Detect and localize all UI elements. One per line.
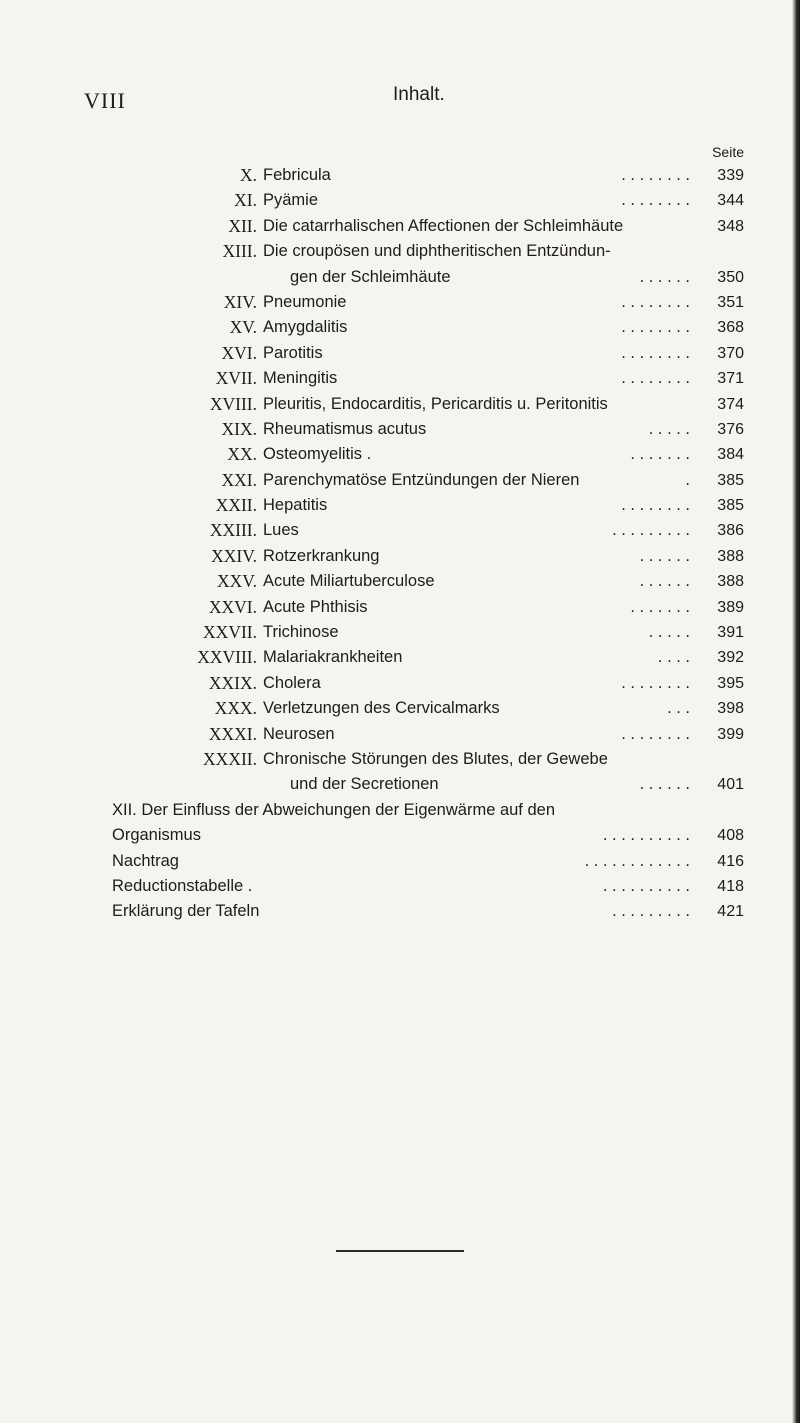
page-ref: 392 bbox=[717, 649, 744, 667]
chapter-number: XXII. bbox=[215, 495, 257, 516]
page-ref: 368 bbox=[717, 319, 744, 337]
page-ref: 408 bbox=[717, 827, 744, 845]
page-ref: 350 bbox=[717, 268, 744, 286]
dot-leader: . . . . . . . . . bbox=[612, 902, 690, 921]
toc-entry bbox=[0, 265, 800, 290]
dot-leader: . . . . . . . . bbox=[621, 191, 690, 210]
entry-title: Meningitis bbox=[263, 369, 338, 388]
toc-entry bbox=[0, 569, 800, 594]
entry-title: Pleuritis, Endocarditis, Pericarditis u. Peritonitis bbox=[263, 394, 608, 413]
toc-entry bbox=[0, 239, 800, 264]
toc-entry bbox=[0, 899, 800, 924]
dot-leader: . . . . . . bbox=[639, 572, 690, 591]
entry-title: Lues bbox=[263, 521, 299, 540]
entry-title: Parenchymatöse Entzündungen der Nieren bbox=[263, 470, 580, 489]
page-ref: 371 bbox=[717, 370, 744, 388]
running-head bbox=[0, 84, 800, 118]
toc-entry bbox=[0, 442, 800, 467]
dot-leader: . . . . . . . bbox=[630, 597, 690, 616]
chapter-number: XXXI. bbox=[208, 723, 257, 744]
entry-title: Nachtrag bbox=[112, 851, 179, 870]
page-ref: 388 bbox=[717, 547, 744, 565]
chapter-number: XV. bbox=[229, 317, 257, 338]
page-ref: 401 bbox=[717, 776, 744, 794]
entry-title: Neurosen bbox=[263, 724, 335, 743]
toc-entry bbox=[0, 493, 800, 518]
dot-leader: . . . . . . . . bbox=[621, 724, 690, 743]
toc-entry bbox=[0, 544, 800, 569]
table-of-contents bbox=[0, 163, 800, 925]
page-ref: 388 bbox=[717, 573, 744, 591]
page-ref: 348 bbox=[717, 217, 744, 235]
toc-entry bbox=[0, 595, 800, 620]
page-ref: 385 bbox=[717, 471, 744, 489]
dot-leader: . . . . . . . . . . bbox=[602, 826, 690, 845]
dot-leader: . . . . . . bbox=[639, 267, 690, 286]
entry-title: Hepatitis bbox=[263, 496, 328, 515]
dot-leader: . . . . . . . bbox=[630, 445, 690, 464]
entry-title: Amygdalitis bbox=[263, 318, 348, 337]
dot-leader: . . . . . . . . bbox=[621, 292, 690, 311]
entry-title: Die croupösen und diphtheritischen Entzündun- bbox=[263, 242, 611, 261]
dot-leader: . . . bbox=[667, 699, 690, 718]
dot-leader: . . . . . . . . . bbox=[612, 521, 690, 540]
page-ref: 344 bbox=[717, 192, 744, 210]
page-ref: 416 bbox=[717, 852, 744, 870]
chapter-number: XXIII. bbox=[209, 520, 257, 541]
dot-leader: . . . . . . . . . . bbox=[602, 876, 690, 895]
page-ref: 370 bbox=[717, 344, 744, 362]
toc-entry bbox=[0, 849, 800, 874]
entry-title: Parotitis bbox=[263, 343, 323, 362]
dot-leader: . bbox=[685, 470, 690, 489]
toc-entry bbox=[0, 645, 800, 670]
chapter-number: XXVI. bbox=[208, 596, 257, 617]
entry-title: Chronische Störungen des Blutes, der Gewebe bbox=[263, 749, 608, 768]
entry-title: Rotzerkrankung bbox=[263, 546, 380, 565]
entry-title: Febricula bbox=[263, 166, 331, 184]
toc-entry bbox=[0, 874, 800, 899]
chapter-number: XXXII. bbox=[203, 748, 257, 769]
dot-leader: . . . . . bbox=[648, 623, 690, 642]
chapter-number: XIII. bbox=[222, 241, 257, 262]
entry-title: XII. Der Einfluss der Abweichungen der Eigenwärme auf den bbox=[112, 800, 556, 819]
dot-leader: . . . . . . . . . . . . bbox=[584, 851, 690, 870]
dot-leader: . . . . . . . . bbox=[621, 673, 690, 692]
page-ref: 421 bbox=[717, 903, 744, 921]
chapter-number: XVI. bbox=[221, 342, 257, 363]
toc-entry bbox=[0, 341, 800, 366]
chapter-number: XXIV. bbox=[211, 545, 257, 566]
toc-entry bbox=[0, 620, 800, 645]
toc-entry bbox=[0, 315, 800, 340]
toc-entry bbox=[0, 696, 800, 721]
page-ref: 351 bbox=[717, 293, 744, 311]
dot-leader: . . . . . . . . bbox=[621, 496, 690, 515]
page-ref: 385 bbox=[717, 497, 744, 515]
page-ref: 384 bbox=[717, 446, 744, 464]
toc-entry bbox=[0, 366, 800, 391]
page-ref: 391 bbox=[717, 624, 744, 642]
toc-entry bbox=[0, 468, 800, 493]
dot-leader: . . . . . . . . bbox=[621, 318, 690, 337]
toc-entry bbox=[0, 214, 800, 239]
toc-entry bbox=[0, 772, 800, 797]
chapter-number: XXVIII. bbox=[197, 647, 257, 668]
entry-title: Malariakrankheiten bbox=[263, 648, 403, 667]
toc-entry bbox=[0, 163, 800, 188]
dot-leader: . . . . . . . . bbox=[621, 343, 690, 362]
chapter-number: XII. bbox=[228, 215, 257, 236]
page-ref: 376 bbox=[717, 420, 744, 438]
entry-title: Pyämie bbox=[263, 191, 319, 210]
page-ref: 398 bbox=[717, 700, 744, 718]
chapter-number: X. bbox=[239, 165, 257, 185]
toc-entry bbox=[0, 518, 800, 543]
end-rule bbox=[336, 1250, 464, 1252]
toc-entry bbox=[0, 188, 800, 213]
entry-title: Cholera bbox=[263, 673, 321, 692]
chapter-number: XXI. bbox=[221, 469, 257, 490]
toc-entry bbox=[0, 671, 800, 696]
entry-title: Osteomyelitis . bbox=[263, 445, 372, 464]
entry-title: und der Secretionen bbox=[290, 775, 439, 794]
page-column-label: Seite bbox=[712, 144, 744, 160]
chapter-number: XIX. bbox=[221, 418, 257, 439]
entry-title: Acute Phthisis bbox=[263, 597, 368, 616]
page-ref: 389 bbox=[717, 598, 744, 616]
dot-leader: . . . . bbox=[657, 648, 690, 667]
entry-title: Erklärung der Tafeln bbox=[112, 902, 260, 921]
entry-title: Verletzungen des Cervicalmarks bbox=[263, 699, 500, 718]
entry-title: Trichinose bbox=[263, 623, 339, 642]
dot-leader: . . . . . . bbox=[639, 546, 690, 565]
toc-entry bbox=[0, 722, 800, 747]
dot-leader: . . . . . . bbox=[639, 775, 690, 794]
page-ref: 386 bbox=[717, 522, 744, 540]
page-number: VIII bbox=[84, 88, 126, 113]
chapter-number: XVII. bbox=[215, 368, 257, 389]
entry-title: Acute Miliartuberculose bbox=[263, 572, 435, 591]
chapter-number: XXVII. bbox=[203, 622, 257, 643]
page-ref: 339 bbox=[717, 167, 744, 184]
running-title: Inhalt. bbox=[393, 84, 445, 105]
chapter-number: XVIII. bbox=[209, 393, 257, 414]
page-ref: 395 bbox=[717, 674, 744, 692]
entry-title: Rheumatismus acutus bbox=[263, 419, 427, 438]
dot-leader: . . . . . bbox=[648, 419, 690, 438]
toc-entry bbox=[0, 747, 800, 772]
chapter-number: XXX. bbox=[214, 698, 257, 719]
chapter-number: XI. bbox=[234, 190, 257, 211]
dot-leader: . . . . . . . . bbox=[621, 369, 690, 388]
entry-title: Reductionstabelle . bbox=[112, 876, 253, 895]
page-ref: 374 bbox=[717, 395, 744, 413]
entry-title: Pneumonie bbox=[263, 292, 347, 311]
entry-title: gen der Schleimhäute bbox=[290, 267, 451, 286]
chapter-number: XXV. bbox=[216, 571, 257, 592]
toc-entry bbox=[0, 823, 800, 848]
chapter-number: XX. bbox=[227, 444, 257, 465]
toc-entry bbox=[0, 798, 800, 823]
toc-entry bbox=[0, 290, 800, 315]
page-ref: 399 bbox=[717, 725, 744, 743]
dot-leader: . . . . . . . . bbox=[621, 166, 690, 184]
entry-title: Organismus bbox=[112, 826, 201, 845]
entry-title: Die catarrhalischen Affectionen der Schleimhäute bbox=[263, 216, 624, 235]
chapter-number: XIV. bbox=[223, 291, 257, 312]
toc-entry bbox=[0, 417, 800, 442]
toc-entry bbox=[0, 392, 800, 417]
page-ref: 418 bbox=[717, 877, 744, 895]
chapter-number: XXIX. bbox=[208, 672, 257, 693]
